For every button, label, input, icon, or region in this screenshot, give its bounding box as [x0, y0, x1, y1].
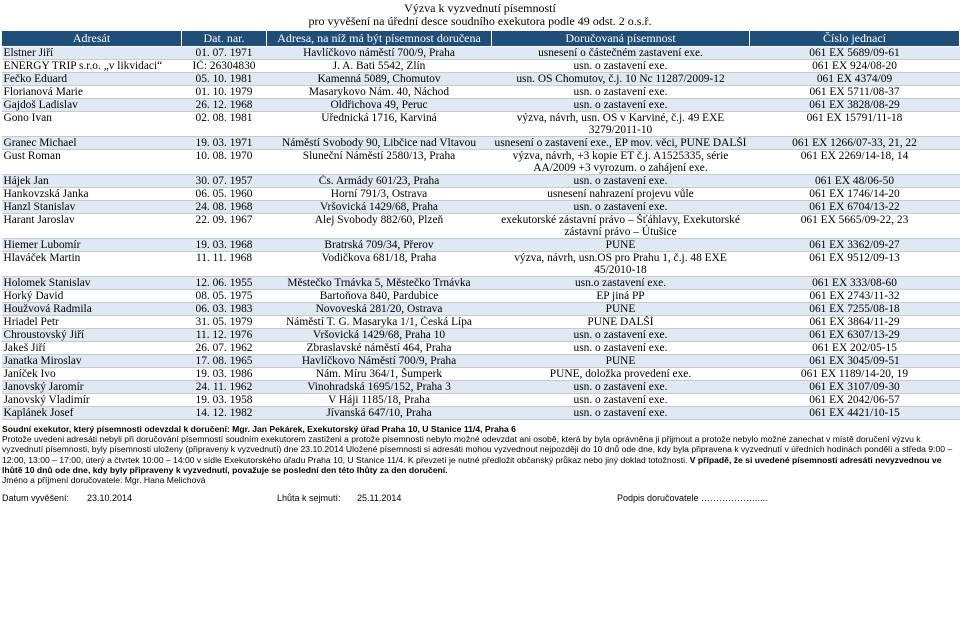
document-title: Výzva k vyzvednutí písemností: [404, 1, 556, 15]
cell-case-number: 061 EX 4374/09: [750, 73, 960, 86]
cell-address: Havlíčkovo náměstí 700/9, Praha: [267, 47, 492, 60]
cell-case-number: 061 EX 924/08-20: [750, 60, 960, 73]
cell-addressee: Gono Ivan: [2, 112, 182, 137]
cell-address: Vršovická 1429/68, Praha 10: [267, 329, 492, 342]
cell-addressee: Houžvová Radmila: [2, 303, 182, 316]
cell-case-number: 061 EX 3362/09-27: [750, 239, 960, 252]
cell-document: PUNE: [492, 239, 750, 252]
cell-document: usn. o zastavení exe.: [492, 86, 750, 99]
cell-document: usn.o zastavení exe.: [492, 277, 750, 290]
cell-birthdate: 19. 03. 1971: [182, 137, 267, 150]
cell-addressee: Gajdoš Ladislav: [2, 99, 182, 112]
cell-case-number: 061 EX 48/06-50: [750, 175, 960, 188]
column-header-case-number: Číslo jednací: [750, 31, 960, 47]
cell-document: usn. o zastavení exe.: [492, 381, 750, 394]
cell-address: Náměstí Svobody 90, Libčice nad Vltavou: [267, 137, 492, 150]
cell-birthdate: 11. 11. 1968: [182, 252, 267, 277]
cell-address: Horní 791/3, Ostrava: [267, 188, 492, 201]
cell-addressee: Kaplánek Josef: [2, 407, 182, 420]
cell-document: usnesení o částečném zastavení exe.: [492, 47, 750, 60]
cell-address: Sluneční Náměstí 2580/13, Praha: [267, 150, 492, 175]
signature-line: [0, 485, 960, 503]
column-header-document: Doručovaná písemnost: [492, 31, 750, 47]
table-row: [2, 239, 960, 252]
cell-address: Jívanská 647/10, Praha: [267, 407, 492, 420]
table-row: [2, 277, 960, 290]
cell-case-number: 061 EX 2269/14-18, 14: [750, 150, 960, 175]
document-subtitle: pro vyvěšení na úřední desce soudního exekutora podle 49 odst. 2 o.s.ř.: [308, 14, 652, 28]
removal-date-label: Lhůta k sejmutí:: [277, 493, 341, 504]
table-row: [2, 150, 960, 175]
cell-address: J. A. Bati 5542, Zlín: [267, 60, 492, 73]
courier-name: Jméno a příjmení doručovatele: Mgr. Hana Melichová: [2, 475, 206, 486]
cell-addressee: Elstner Jiří: [2, 47, 182, 60]
cell-birthdate: 17. 08. 1965: [182, 355, 267, 368]
table-row: [2, 99, 960, 112]
cell-case-number: 061 EX 15791/11-18: [750, 112, 960, 137]
cell-address: Novoveská 281/20, Ostrava: [267, 303, 492, 316]
delivery-notice: [2, 434, 958, 475]
cell-address: Náměstí T. G. Masaryka 1/1, Česká Lípa: [267, 316, 492, 329]
cell-case-number: 061 EX 1746/14-20: [750, 188, 960, 201]
column-header-birthdate: Dat. nar.: [182, 31, 267, 47]
cell-birthdate: 06. 05. 1960: [182, 188, 267, 201]
cell-address: Masarykovo Nám. 40, Náchod: [267, 86, 492, 99]
executor-info: Soudní exekutor, který písemnosti odevzdal k doručení: Mgr. Jan Pekárek, Exekutorský úřad Praha 10, U Stanice 11/4, Praha 6: [2, 424, 516, 434]
cell-birthdate: 26. 12. 1968: [182, 99, 267, 112]
cell-case-number: 061 EX 202/05-15: [750, 342, 960, 355]
cell-document: výzva, návrh, usn. OS v Karviné, č.j. 49 EXE 3279/2011-10: [492, 112, 750, 137]
cell-birthdate: 05. 10. 1981: [182, 73, 267, 86]
cell-addressee: Florianová Marie: [2, 86, 182, 99]
cell-birthdate: 10. 08. 1970: [182, 150, 267, 175]
cell-birthdate: 24. 11. 1962: [182, 381, 267, 394]
cell-document: usn. o zastavení exe.: [492, 201, 750, 214]
cell-case-number: 061 EX 9512/09-13: [750, 252, 960, 277]
cell-document: PUNE: [492, 355, 750, 368]
table-row: [2, 137, 960, 150]
cell-case-number: 061 EX 1189/14-20, 19: [750, 368, 960, 381]
cell-document: EP jiná PP: [492, 290, 750, 303]
cell-case-number: 061 EX 333/08-60: [750, 277, 960, 290]
cell-birthdate: 14. 12. 1982: [182, 407, 267, 420]
cell-address: Čs. Armády 601/23, Praha: [267, 175, 492, 188]
cell-address: V Háji 1185/18, Praha: [267, 394, 492, 407]
table-row: [2, 73, 960, 86]
cell-birthdate: 19. 03. 1986: [182, 368, 267, 381]
cell-address: Bratrská 709/34, Přerov: [267, 239, 492, 252]
cell-document: výzva, návrh, +3 kopie ET č.j. A1525335, série AA/2009 +3 vyrozum. o zahájení exe.: [492, 150, 750, 175]
cell-document: usn. o zastavení exe.: [492, 175, 750, 188]
cell-addressee: Horký David: [2, 290, 182, 303]
cell-document: usn. o zastavení exe.: [492, 394, 750, 407]
cell-case-number: 061 EX 1266/07-33, 21, 22: [750, 137, 960, 150]
cell-document: PUNE DALŠÍ: [492, 316, 750, 329]
cell-birthdate: IČ: 26304830: [182, 60, 267, 73]
cell-address: Úřednická 1716, Karviná: [267, 112, 492, 137]
cell-address: Zbraslavské náměstí 464, Praha: [267, 342, 492, 355]
recipients-table: [1, 30, 960, 420]
cell-address: Vinohradská 1695/152, Praha 3: [267, 381, 492, 394]
cell-addressee: Harant Jaroslav: [2, 214, 182, 239]
cell-case-number: 061 EX 3045/09-51: [750, 355, 960, 368]
cell-address: Bartoňova 840, Pardubice: [267, 290, 492, 303]
document-header: [0, 0, 960, 28]
delivery-notice-text: Protože uvedeni adresáti nebyli při doručování písemností soudním exekutorem zastiženi a protože písemnosti nebylo možné odevzdat ani osobě, která by byla oprávněna ji přijmout a protože nebylo možné zanechat v místě doručení výzvu k vyzvednutí písemnosti, byly písemnosti uloženy (připraveny k vyzvednutí) dne 23.10.2014 Uložené písemnosti si adresáti mohou vyzvednout nejpozději do 10 dnů ode dne, kdy byla připravena k vyzvednutí v úředních hodinách pondělí a středa 9:00 – 12:00, 13:00 – 17:00, úterý a čtvrtek 10:00 – 14:00 v sídle Exekutorského úřadu Praha 10, U Stanice 11/4. K převzetí je nutné předložit občanský průkaz nebo jiný doklad totožnosti.: [2, 434, 953, 465]
cell-birthdate: 24. 08. 1968: [182, 201, 267, 214]
table-row: [2, 394, 960, 407]
table-row: [2, 86, 960, 99]
cell-address: Alej Svobody 882/60, Plzeň: [267, 214, 492, 239]
cell-addressee: Janovský Jaromír: [2, 381, 182, 394]
courier-signature: Podpis doručovatele ……………….....: [617, 493, 768, 504]
footer-notes: [0, 420, 960, 485]
cell-birthdate: 12. 06. 1955: [182, 277, 267, 290]
cell-case-number: 061 EX 3828/08-29: [750, 99, 960, 112]
cell-document: usnesení nahrazení projevu vůle: [492, 188, 750, 201]
cell-addressee: Hájek Jan: [2, 175, 182, 188]
table-row: [2, 214, 960, 239]
cell-address: Havlíčkovo Náměstí 700/9, Praha: [267, 355, 492, 368]
cell-case-number: 061 EX 6307/13-29: [750, 329, 960, 342]
cell-address: Nám. Míru 364/1, Šumperk: [267, 368, 492, 381]
cell-birthdate: 30. 07. 1957: [182, 175, 267, 188]
cell-case-number: 061 EX 7255/08-18: [750, 303, 960, 316]
cell-addressee: Hlaváček Martin: [2, 252, 182, 277]
cell-addressee: Hanzl Stanislav: [2, 201, 182, 214]
cell-addressee: Janatka Miroslav: [2, 355, 182, 368]
cell-birthdate: 26. 07. 1962: [182, 342, 267, 355]
cell-document: exekutorské zástavní právo – Šťáhlavy, Exekutorské zástavní právo – Útušice: [492, 214, 750, 239]
cell-birthdate: 01. 10. 1979: [182, 86, 267, 99]
table-row: [2, 355, 960, 368]
table-row: [2, 188, 960, 201]
cell-addressee: Janovský Vladimír: [2, 394, 182, 407]
cell-address: Vodičkova 681/18, Praha: [267, 252, 492, 277]
cell-document: usn. o zastavení exe.: [492, 342, 750, 355]
cell-address: Městečko Trnávka 5, Městečko Trnávka: [267, 277, 492, 290]
removal-date-value: 25.11.2014: [357, 493, 402, 504]
table-row: [2, 290, 960, 303]
cell-addressee: Janíček Ivo: [2, 368, 182, 381]
cell-addressee: Hriadel Petr: [2, 316, 182, 329]
column-header-addressee: Adresát: [2, 31, 182, 47]
table-header-row: [2, 31, 960, 47]
table-row: [2, 60, 960, 73]
cell-addressee: Hankovzská Janka: [2, 188, 182, 201]
cell-case-number: 061 EX 5689/09-61: [750, 47, 960, 60]
cell-birthdate: 01. 07. 1971: [182, 47, 267, 60]
table-row: [2, 407, 960, 420]
cell-document: usn. o zastavení exe.: [492, 407, 750, 420]
cell-addressee: Fečko Eduard: [2, 73, 182, 86]
cell-birthdate: 19. 03. 1968: [182, 239, 267, 252]
table-row: [2, 316, 960, 329]
cell-case-number: 061 EX 3864/11-29: [750, 316, 960, 329]
table-body: [2, 47, 960, 420]
cell-birthdate: 02. 08. 1981: [182, 112, 267, 137]
table-row: [2, 175, 960, 188]
cell-document: výzva, návrh, usn.OS pro Prahu 1, č.j. 48 EXE 45/2010-18: [492, 252, 750, 277]
cell-document: usn. OS Chomutov, č.j. 10 Nc 11287/2009-12: [492, 73, 750, 86]
table-row: [2, 381, 960, 394]
cell-birthdate: 22. 09. 1967: [182, 214, 267, 239]
cell-birthdate: 08. 05. 1975: [182, 290, 267, 303]
cell-birthdate: 19. 03. 1958: [182, 394, 267, 407]
cell-addressee: Jakeš Jiří: [2, 342, 182, 355]
cell-addressee: Holomek Stanislav: [2, 277, 182, 290]
cell-document: PUNE: [492, 303, 750, 316]
cell-addressee: Granec Michael: [2, 137, 182, 150]
cell-birthdate: 31. 05. 1979: [182, 316, 267, 329]
cell-document: usn. o zastavení exe.: [492, 329, 750, 342]
cell-birthdate: 11. 12. 1976: [182, 329, 267, 342]
table-row: [2, 47, 960, 60]
cell-address: Oldřichova 49, Peruc: [267, 99, 492, 112]
table-row: [2, 252, 960, 277]
column-header-address: Adresa, na níž má být písemnost doručena: [267, 31, 492, 47]
cell-case-number: 061 EX 6704/13-22: [750, 201, 960, 214]
table-row: [2, 201, 960, 214]
cell-case-number: 061 EX 5711/08-37: [750, 86, 960, 99]
cell-addressee: Chroustovský Jiří: [2, 329, 182, 342]
cell-address: Vršovická 1429/68, Praha: [267, 201, 492, 214]
table-row: [2, 368, 960, 381]
cell-document: usn. o zastavení exe.: [492, 60, 750, 73]
cell-case-number: 061 EX 4421/10-15: [750, 407, 960, 420]
delivery-deadline-notice: V případě, že si uvedené písemnosti adresáti nevyzvednou ve lhůtě 10 dnů ode dne, kdy byly připraveny k vyzvednutí, považuje se poslední den této lhůty za den doručení.: [2, 454, 942, 475]
cell-case-number: 061 EX 3107/09-30: [750, 381, 960, 394]
cell-birthdate: 06. 03. 1983: [182, 303, 267, 316]
table-row: [2, 112, 960, 137]
cell-document: PUNE, doložka provedení exe.: [492, 368, 750, 381]
table-row: [2, 342, 960, 355]
cell-case-number: 061 EX 2743/11-32: [750, 290, 960, 303]
cell-address: Kamenná 5089, Chomutov: [267, 73, 492, 86]
cell-case-number: 061 EX 5665/09-22, 23: [750, 214, 960, 239]
table-row: [2, 329, 960, 342]
posting-date-value: 23.10.2014: [87, 493, 133, 504]
cell-case-number: 061 EX 2042/06-57: [750, 394, 960, 407]
cell-document: usn. o zastavení exe.: [492, 99, 750, 112]
cell-addressee: ENERGY TRIP s.r.o. „v likvidaci“: [2, 60, 182, 73]
posting-date-label: Datum vyvěšení:: [2, 493, 70, 504]
cell-addressee: Hiemer Lubomír: [2, 239, 182, 252]
cell-document: usnesení o zastavení exe., EP mov. věci, PUNE DALŠÍ: [492, 137, 750, 150]
table-row: [2, 303, 960, 316]
cell-addressee: Gust Roman: [2, 150, 182, 175]
